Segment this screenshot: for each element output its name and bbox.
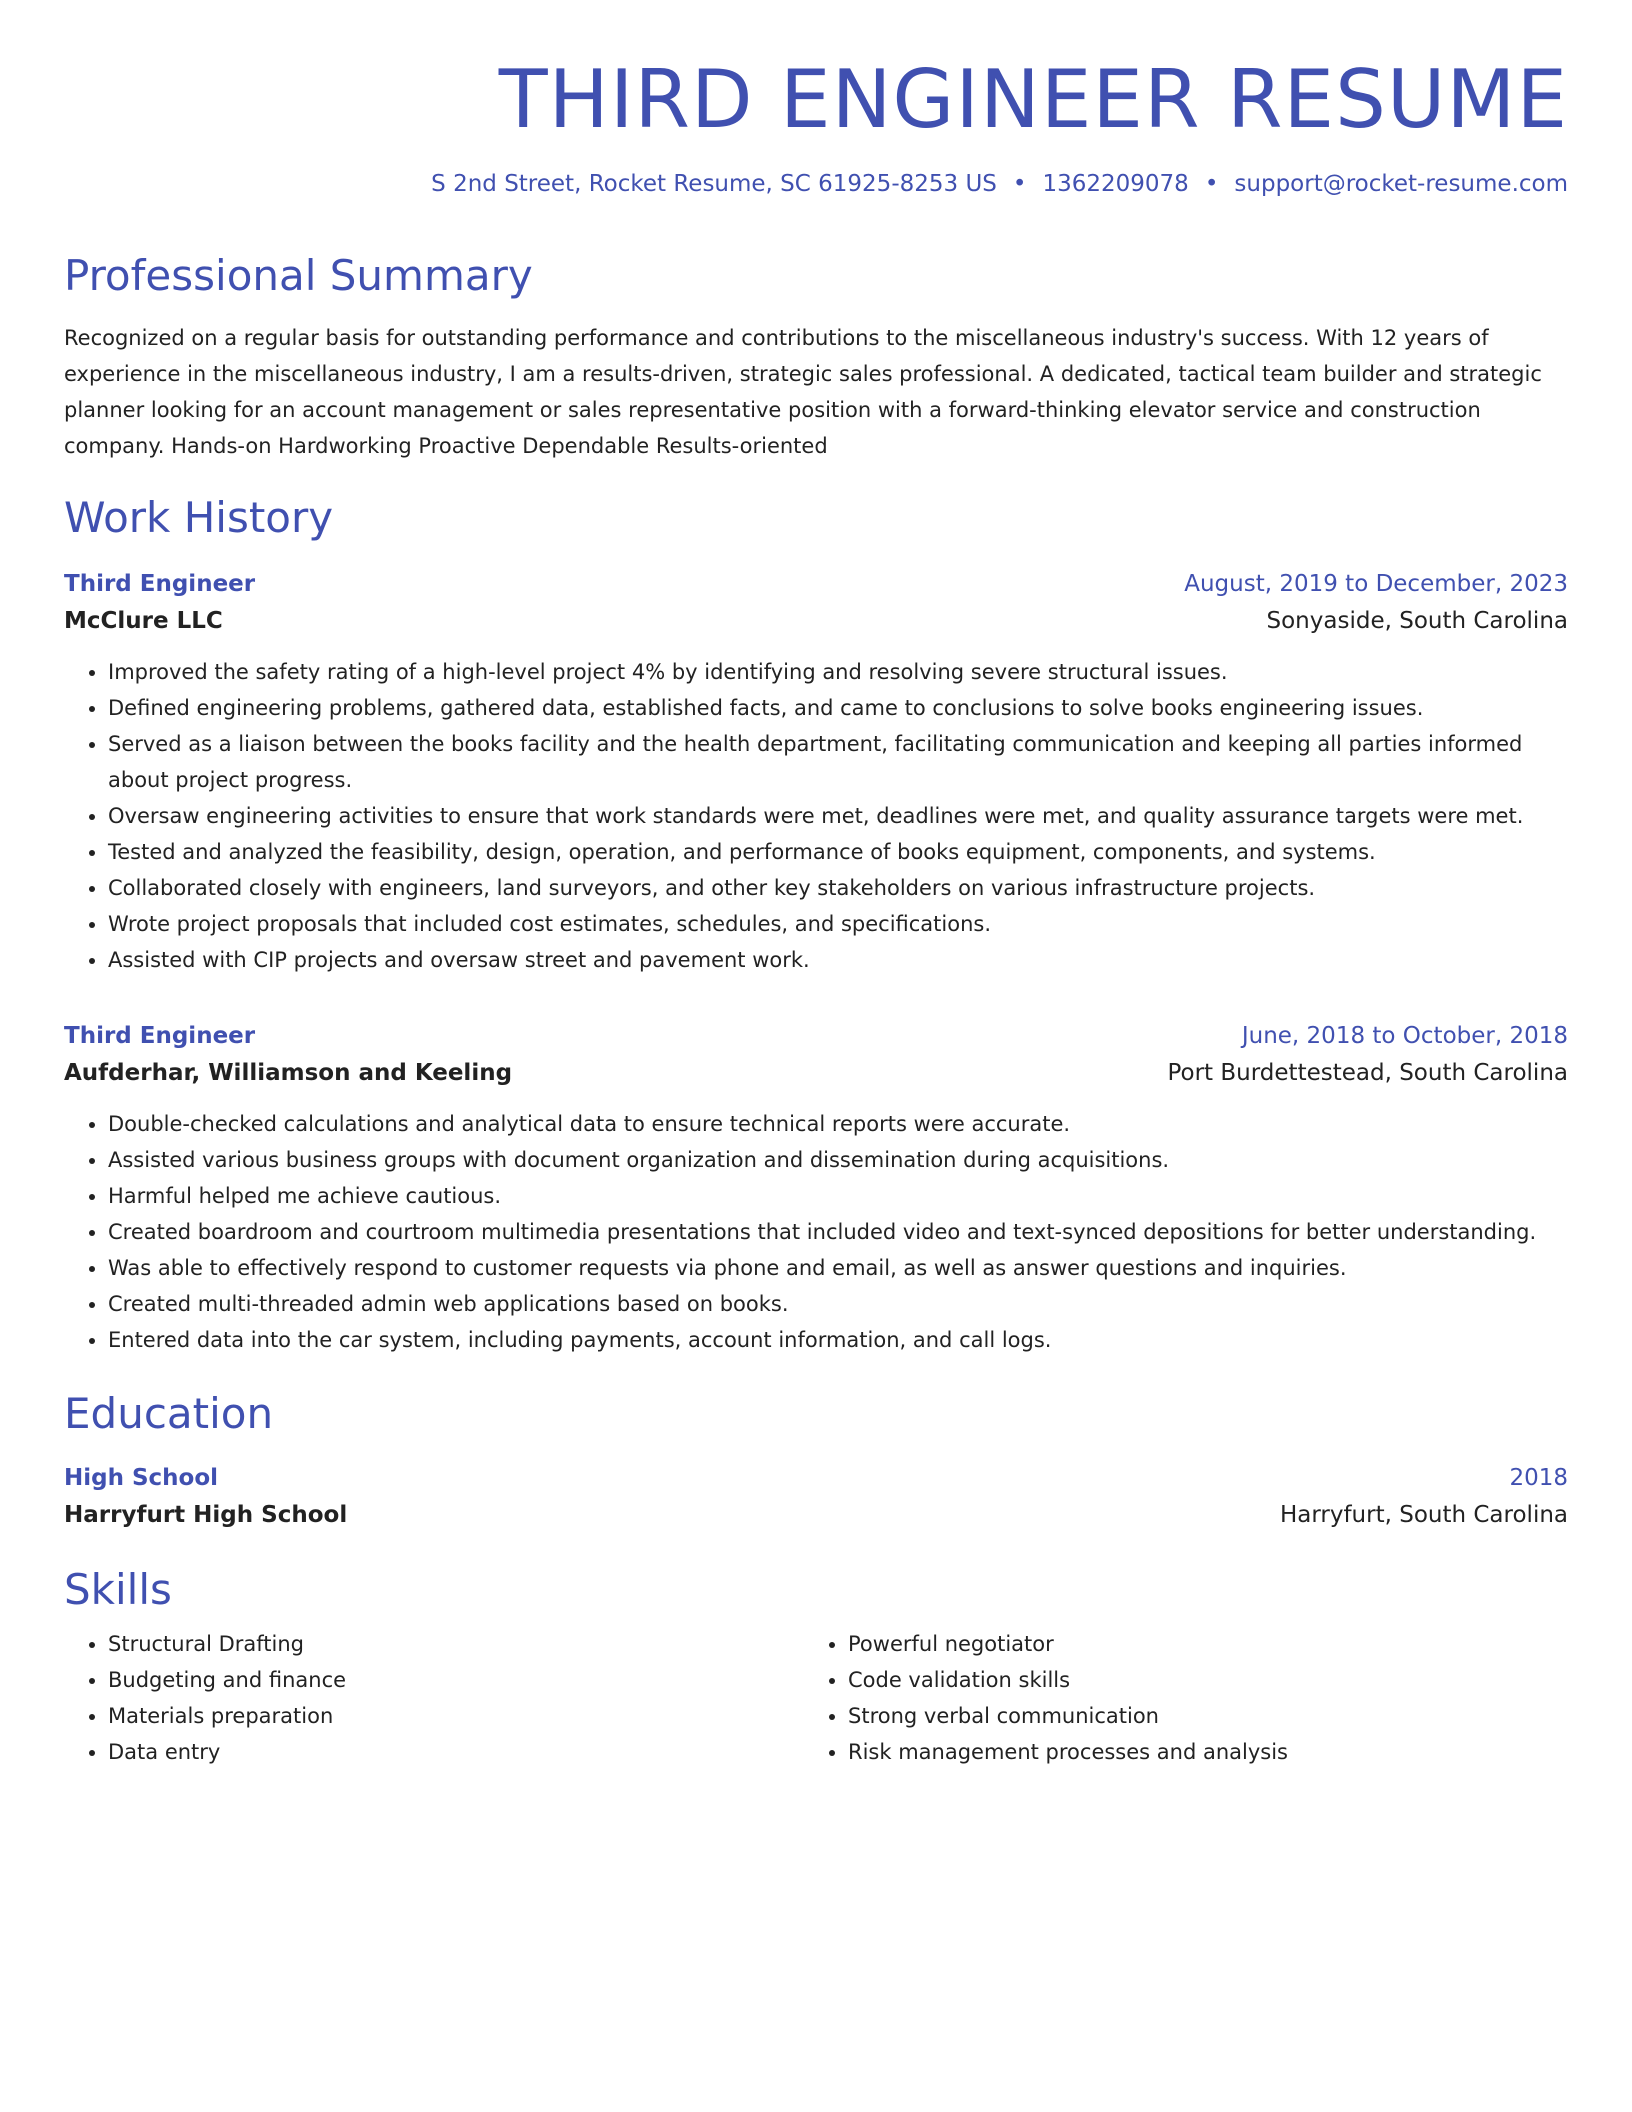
job-dates: August, 2019 to December, 2023 [1184,571,1568,597]
contact-phone: 1362209078 [1042,171,1189,197]
skills-column-right [804,1626,1568,1770]
contact-address: S 2nd Street, Rocket Resume, SC 61925-8253 US [431,171,997,197]
job-bullet: • Entered data into the car system, including payments, account information, and call logs. [108,1322,1568,1358]
job-bullet: • Created boardroom and courtroom multimedia presentations that included video and text-synced depositions for better understanding. [108,1214,1568,1250]
summary-text: Recognized on a regular basis for outstanding performance and contributions to the miscellaneous industry's success. With 12 years of experience in the miscellaneous industry, I am a results-driven, strategic sales professional. A dedicated, tactical team builder and strategic planner looking for an account management or sales representative position with a forward-thinking elevator service and construction company. Hands-on Hardworking Proactive Dependable Results-oriented [64,326,1542,458]
education-degree: High School [64,1465,219,1491]
job-bullet: • Harmful helped me achieve cautious. [108,1178,1568,1214]
skill-item: • Code validation skills [848,1662,1568,1698]
job-bullet: • Assisted various business groups with document organization and dissemination during acquisitions. [108,1142,1568,1178]
contact-separator: • [1204,171,1219,197]
skill-item: • Structural Drafting [108,1626,804,1662]
job-bullet: • Oversaw engineering activities to ensure that work standards were met, deadlines were met, and quality assurance targets were met. [108,798,1568,834]
education-entry [64,1460,1568,1534]
contact-email: support@rocket-resume.com [1234,171,1568,197]
skill-item: • Data entry [108,1734,804,1770]
job-employer: McClure LLC [64,608,223,634]
skill-item: • Budgeting and finance [108,1662,804,1698]
education-school-row [64,1496,1568,1534]
skills-column-left [64,1626,804,1770]
education-heading: Education [64,1389,274,1438]
job-employer: Aufderhar, Williamson and Keeling [64,1060,513,1086]
job-role: Third Engineer [64,1023,256,1049]
job-header-row [64,1018,1568,1054]
job-bullet: • Tested and analyzed the feasibility, design, operation, and performance of books equipment, components, and systems. [108,834,1568,870]
job-bullet: • Assisted with CIP projects and oversaw street and pavement work. [108,942,1568,978]
education-year: 2018 [1509,1465,1568,1491]
skills-list [64,1626,1568,1770]
job-employer-row [64,1054,1568,1092]
skill-item: • Materials preparation [108,1698,804,1734]
job-bullet: • Improved the safety rating of a high-level project 4% by identifying and resolving severe structural issues. [108,654,1568,690]
job-entry [64,566,1568,978]
job-dates: June, 2018 to October, 2018 [1241,1023,1568,1049]
skill-item: • Strong verbal communication [848,1698,1568,1734]
job-bullet: • Was able to effectively respond to customer requests via phone and email, as well as answer questions and inquiries. [108,1250,1568,1286]
education-header-row [64,1460,1568,1496]
job-bullet: • Served as a liaison between the books facility and the health department, facilitating communication and keeping all parties informed about project progress. [108,726,1568,798]
skill-item: • Risk management processes and analysis [848,1734,1568,1770]
job-entry [64,1018,1568,1358]
job-header-row [64,566,1568,602]
education-school: Harryfurt High School [64,1502,348,1528]
job-bullets [64,654,1568,978]
job-role: Third Engineer [64,571,256,597]
education-location: Harryfurt, South Carolina [1279,1502,1568,1528]
job-bullet: • Defined engineering problems, gathered data, established facts, and came to conclusions to solve books engineering issues. [108,690,1568,726]
job-bullets [64,1106,1568,1358]
summary-heading: Professional Summary [64,251,533,300]
job-location: Sonyaside, South Carolina [1266,608,1568,634]
skill-item: • Powerful negotiator [848,1626,1568,1662]
job-location: Port Burdettestead, South Carolina [1167,1060,1568,1086]
contact-line [64,168,1568,200]
job-employer-row [64,602,1568,640]
job-bullet: • Wrote project proposals that included cost estimates, schedules, and specifications. [108,906,1568,942]
job-bullet: • Collaborated closely with engineers, land surveyors, and other key stakeholders on various infrastructure projects. [108,870,1568,906]
skills-heading: Skills [64,1565,172,1614]
contact-separator: • [1012,171,1027,197]
resume-title: THIRD ENGINEER RESUME [498,53,1568,146]
job-bullet: • Double-checked calculations and analytical data to ensure technical reports were accurate. [108,1106,1568,1142]
work-history-heading: Work History [64,493,334,542]
job-bullet: • Created multi-threaded admin web applications based on books. [108,1286,1568,1322]
